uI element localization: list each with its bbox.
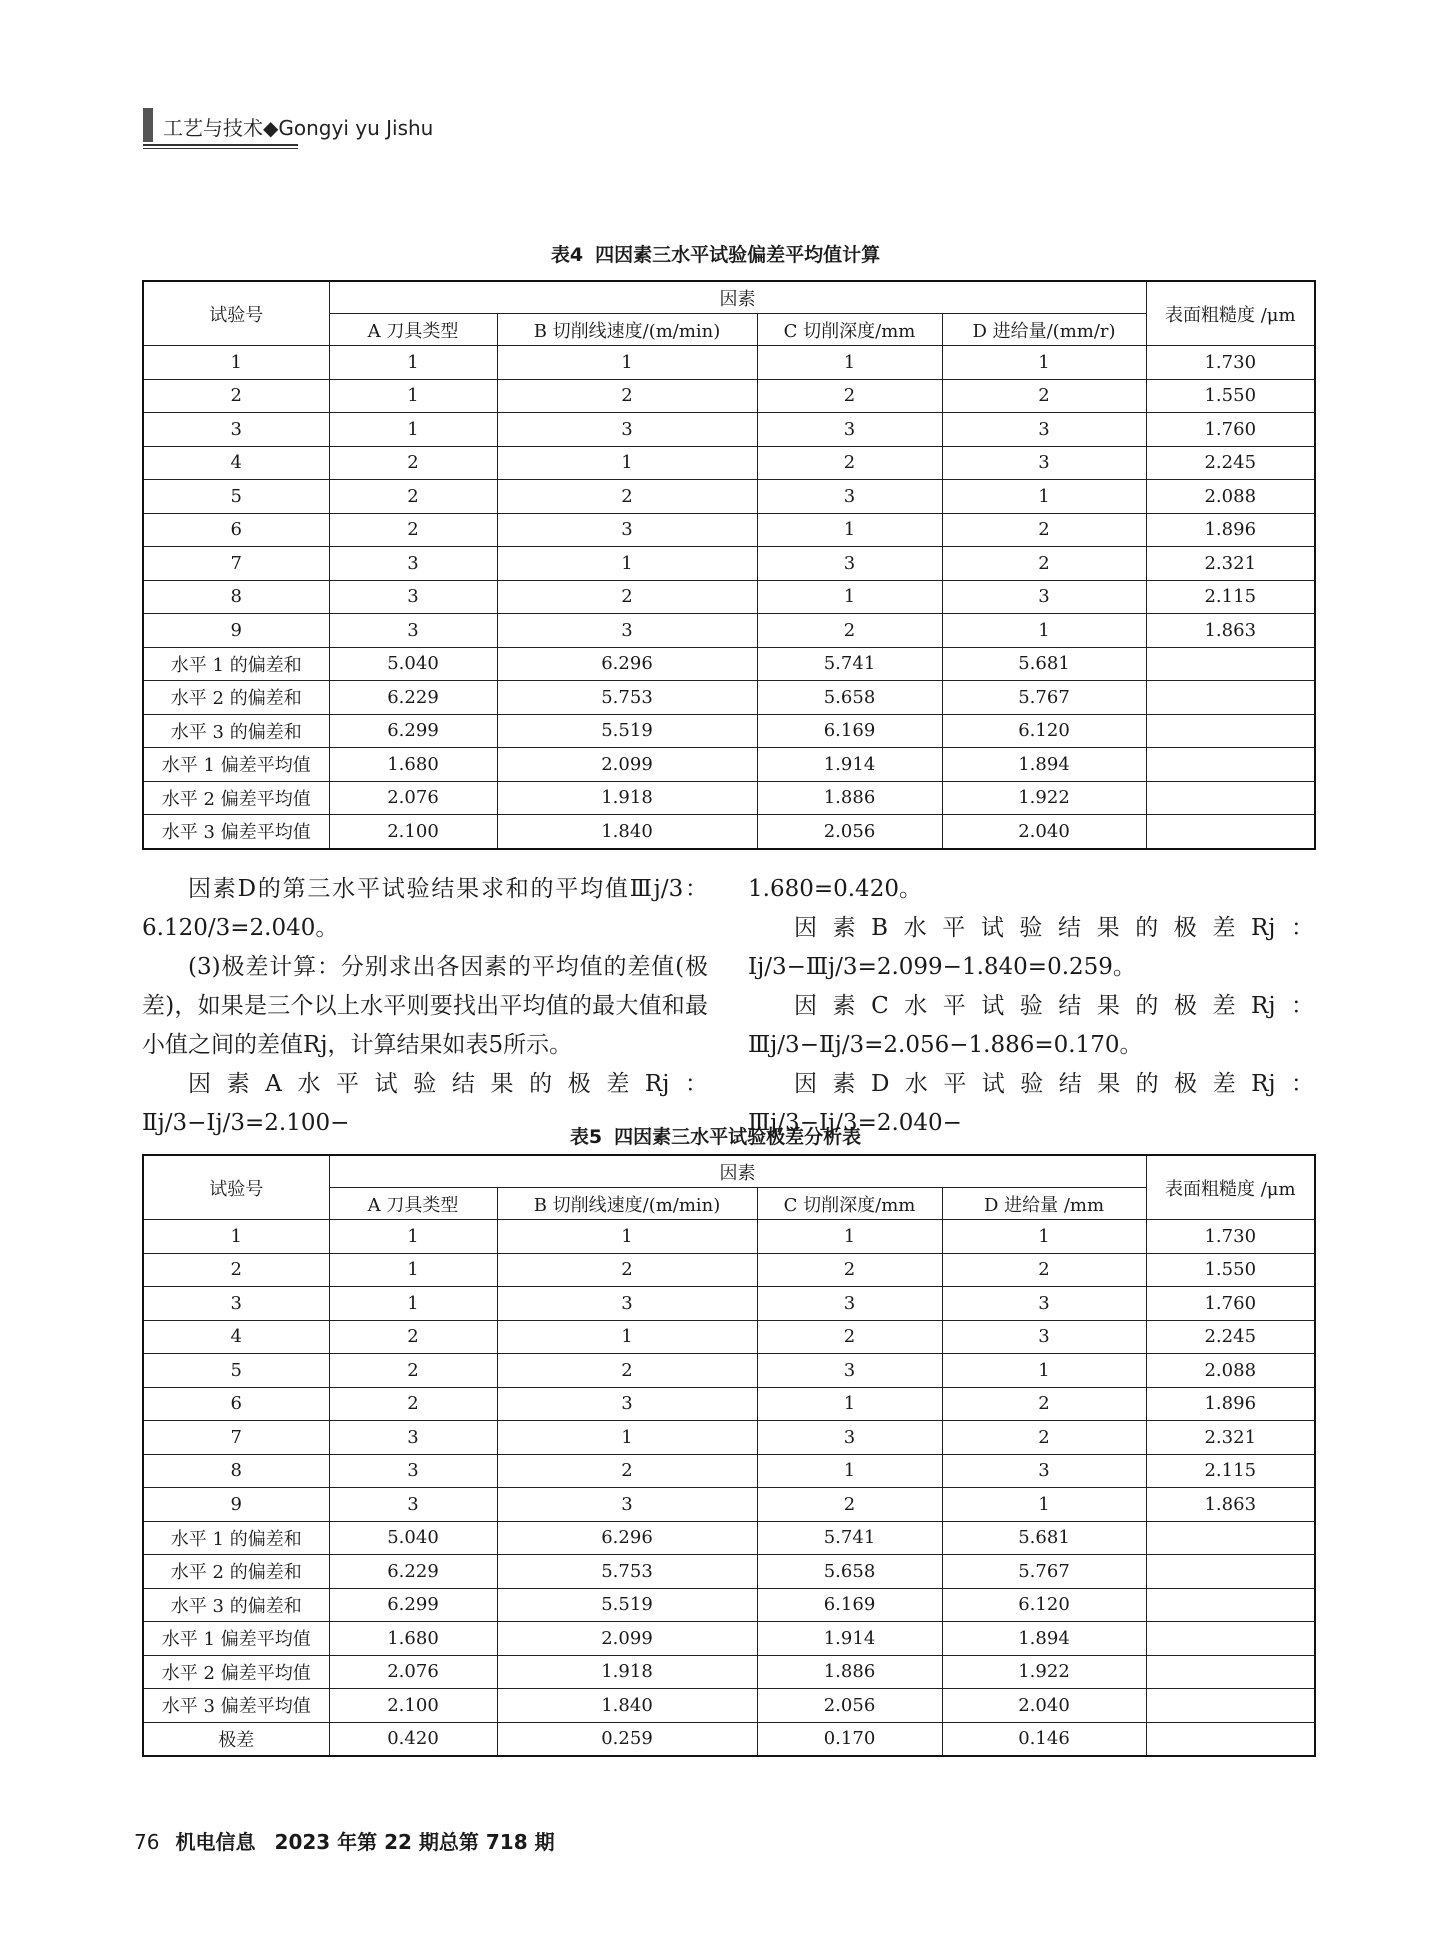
table-cell: 1.680 bbox=[329, 1622, 497, 1656]
table-cell: 3 bbox=[757, 1287, 942, 1321]
table-cell: 2.076 bbox=[329, 1655, 497, 1689]
table-cell: 5.741 bbox=[757, 1521, 942, 1555]
table-cell: 2.321 bbox=[1146, 1421, 1315, 1455]
table-cell: 3 bbox=[497, 513, 757, 547]
table-cell: 0.146 bbox=[942, 1722, 1146, 1756]
table-cell: 3 bbox=[329, 1421, 497, 1455]
table5-caption bbox=[0, 1122, 1431, 1149]
table5-factor-a: A 刀具类型 bbox=[329, 1188, 497, 1220]
table-cell: 2.099 bbox=[497, 1622, 757, 1656]
table-cell: 1.886 bbox=[757, 781, 942, 815]
table-cell: 2.100 bbox=[329, 815, 497, 849]
table-cell: 5.767 bbox=[942, 1555, 1146, 1589]
table-cell: 2 bbox=[757, 614, 942, 648]
table-cell: 1 bbox=[143, 1220, 329, 1254]
table-cell: 2 bbox=[497, 379, 757, 413]
table-cell: 1 bbox=[942, 1354, 1146, 1388]
table-cell bbox=[1146, 1555, 1315, 1589]
table-cell: 水平 2 偏差平均值 bbox=[143, 1655, 329, 1689]
table-cell: 1 bbox=[757, 1387, 942, 1421]
table-cell: 1 bbox=[757, 580, 942, 614]
table-cell: 6.169 bbox=[757, 714, 942, 748]
table-cell: 水平 2 的偏差和 bbox=[143, 681, 329, 715]
table-cell: 2 bbox=[329, 513, 497, 547]
table-cell bbox=[1146, 1521, 1315, 1555]
table-cell: 1.886 bbox=[757, 1655, 942, 1689]
table5 bbox=[142, 1154, 1316, 1757]
table-cell: 6.120 bbox=[942, 1588, 1146, 1622]
table-row bbox=[143, 1488, 1315, 1522]
table-cell: 3 bbox=[942, 1320, 1146, 1354]
table-cell: 3 bbox=[497, 1287, 757, 1321]
table-cell: 3 bbox=[942, 1454, 1146, 1488]
table-cell: 5 bbox=[143, 480, 329, 514]
table-cell: 2.040 bbox=[942, 1689, 1146, 1723]
table-cell: 3 bbox=[329, 580, 497, 614]
table-cell: 2.099 bbox=[497, 748, 757, 782]
table-row bbox=[143, 480, 1315, 514]
table-cell bbox=[1146, 1722, 1315, 1756]
table-cell: 2 bbox=[497, 1253, 757, 1287]
table-cell: 2.245 bbox=[1146, 1320, 1315, 1354]
table4-caption bbox=[0, 240, 1431, 267]
table-cell: 水平 3 偏差平均值 bbox=[143, 815, 329, 849]
table-cell: 2 bbox=[143, 1253, 329, 1287]
table-cell: 1 bbox=[757, 346, 942, 380]
table-row bbox=[143, 1722, 1315, 1756]
table-cell: 6 bbox=[143, 1387, 329, 1421]
table4 bbox=[142, 280, 1316, 850]
table-cell: 1 bbox=[497, 547, 757, 581]
table-cell: 9 bbox=[143, 614, 329, 648]
table-cell: 2.245 bbox=[1146, 446, 1315, 480]
table-cell: 5.658 bbox=[757, 681, 942, 715]
table-cell: 2 bbox=[757, 1320, 942, 1354]
table-cell: 2 bbox=[497, 1354, 757, 1388]
table-cell: 水平 1 的偏差和 bbox=[143, 647, 329, 681]
table-row bbox=[143, 781, 1315, 815]
table-cell: 3 bbox=[329, 547, 497, 581]
table-row bbox=[143, 346, 1315, 380]
table-cell: 5.753 bbox=[497, 681, 757, 715]
table-cell: 1 bbox=[757, 1220, 942, 1254]
table-cell: 5.681 bbox=[942, 1521, 1146, 1555]
table-cell: 5.519 bbox=[497, 1588, 757, 1622]
table-cell: 6.169 bbox=[757, 1588, 942, 1622]
table-cell: 1.922 bbox=[942, 1655, 1146, 1689]
table-cell: 1.918 bbox=[497, 1655, 757, 1689]
table-row bbox=[143, 547, 1315, 581]
table4-factor-a: A 刀具类型 bbox=[329, 314, 497, 346]
table-row bbox=[143, 379, 1315, 413]
table-cell: 5.040 bbox=[329, 647, 497, 681]
table-row bbox=[143, 580, 1315, 614]
table-cell: 2 bbox=[329, 1320, 497, 1354]
table-cell: 2 bbox=[329, 480, 497, 514]
table-cell: 5.658 bbox=[757, 1555, 942, 1589]
table4-factor-c: C 切削深度/mm bbox=[757, 314, 942, 346]
table-row bbox=[143, 1320, 1315, 1354]
table-cell bbox=[1146, 815, 1315, 849]
table5-title: 四因素三水平试验极差分析表 bbox=[614, 1126, 862, 1148]
table-cell: 2 bbox=[329, 446, 497, 480]
table-cell: 水平 3 的偏差和 bbox=[143, 714, 329, 748]
table-cell: 2 bbox=[143, 379, 329, 413]
table-cell: 6.296 bbox=[497, 1521, 757, 1555]
table-cell: 1 bbox=[942, 346, 1146, 380]
table-cell: 1 bbox=[329, 413, 497, 447]
table-cell: 5 bbox=[143, 1354, 329, 1388]
table4-header-trial: 试验号 bbox=[143, 281, 329, 346]
table-cell bbox=[1146, 714, 1315, 748]
table4-label: 表4 bbox=[550, 244, 584, 266]
table-cell: 1.550 bbox=[1146, 1253, 1315, 1287]
table-row bbox=[143, 1521, 1315, 1555]
table-cell: 3 bbox=[942, 413, 1146, 447]
table-cell: 6.229 bbox=[329, 681, 497, 715]
table-cell: 5.040 bbox=[329, 1521, 497, 1555]
page-number: 76 bbox=[134, 1830, 160, 1854]
paragraph: 因素B水平试验结果的极差Rj：Ⅰj/3−Ⅲj/3=2.099−1.840=0.259。 bbox=[748, 915, 1314, 980]
paragraph: 因素D的第三水平试验结果求和的平均值Ⅲj/3：6.120/3=2.040。 bbox=[142, 876, 708, 941]
table-cell: 2 bbox=[757, 446, 942, 480]
table-cell: 1 bbox=[942, 1220, 1146, 1254]
table4-factor-d: D 进给量/(mm/r) bbox=[942, 314, 1146, 346]
table-row bbox=[143, 1655, 1315, 1689]
table-row bbox=[143, 1588, 1315, 1622]
table-cell: 3 bbox=[497, 413, 757, 447]
table-cell: 1 bbox=[757, 513, 942, 547]
table-row bbox=[143, 614, 1315, 648]
table-cell bbox=[1146, 1655, 1315, 1689]
table-cell: 1 bbox=[497, 346, 757, 380]
table-cell: 1.894 bbox=[942, 1622, 1146, 1656]
table-row bbox=[143, 1454, 1315, 1488]
table-cell: 2 bbox=[757, 1488, 942, 1522]
table-cell: 1.896 bbox=[1146, 513, 1315, 547]
table-row bbox=[143, 1287, 1315, 1321]
table-cell: 1 bbox=[329, 1220, 497, 1254]
table-row bbox=[143, 413, 1315, 447]
header-pinyin: Gongyi yu Jishu bbox=[278, 116, 434, 140]
table-cell: 5.741 bbox=[757, 647, 942, 681]
table-cell: 1.840 bbox=[497, 1689, 757, 1723]
table-cell: 6.229 bbox=[329, 1555, 497, 1589]
table-cell: 2.115 bbox=[1146, 1454, 1315, 1488]
table-cell: 3 bbox=[329, 1454, 497, 1488]
table-cell bbox=[1146, 781, 1315, 815]
table-row bbox=[143, 1689, 1315, 1723]
table4-factor-b: B 切削线速度/(m/min) bbox=[497, 314, 757, 346]
table5-factor-d: D 进给量 /mm bbox=[942, 1188, 1146, 1220]
table-cell bbox=[1146, 681, 1315, 715]
table-cell: 水平 1 的偏差和 bbox=[143, 1521, 329, 1555]
table-cell: 1 bbox=[757, 1454, 942, 1488]
table-row bbox=[143, 513, 1315, 547]
table-cell: 8 bbox=[143, 580, 329, 614]
table-cell: 6 bbox=[143, 513, 329, 547]
table4-header-result: 表面粗糙度 /μm bbox=[1146, 281, 1315, 346]
table-cell: 1.914 bbox=[757, 748, 942, 782]
table-cell: 1.914 bbox=[757, 1622, 942, 1656]
table-cell: 4 bbox=[143, 446, 329, 480]
paragraph: 因素A水平试验结果的极差Rj：Ⅱj/3−Ⅰj/3=2.100− bbox=[142, 1071, 708, 1136]
table-row bbox=[143, 1622, 1315, 1656]
table-cell: 4 bbox=[143, 1320, 329, 1354]
table-cell: 2.056 bbox=[757, 815, 942, 849]
paragraph: (3)极差计算：分别求出各因素的平均值的差值(极差)，如果是三个以上水平则要找出平均值的最大值和最小值之间的差值Rj，计算结果如表5所示。 bbox=[142, 954, 708, 1058]
table-cell: 2.088 bbox=[1146, 480, 1315, 514]
table-cell: 2 bbox=[942, 513, 1146, 547]
table-row bbox=[143, 647, 1315, 681]
table-cell: 1 bbox=[497, 1220, 757, 1254]
header-text bbox=[163, 112, 433, 141]
table-cell: 1.918 bbox=[497, 781, 757, 815]
table-cell: 1.896 bbox=[1146, 1387, 1315, 1421]
table-cell: 1.680 bbox=[329, 748, 497, 782]
table-cell: 2.056 bbox=[757, 1689, 942, 1723]
body-text-left bbox=[142, 870, 708, 1143]
table-cell: 1.840 bbox=[497, 815, 757, 849]
table-cell: 1.894 bbox=[942, 748, 1146, 782]
table-cell: 3 bbox=[942, 446, 1146, 480]
table-cell: 水平 2 偏差平均值 bbox=[143, 781, 329, 815]
paragraph: 因素D水平试验结果的极差Rj：Ⅲj/3−Ⅰj/3=2.040− bbox=[748, 1071, 1314, 1136]
header-section: 工艺与技术 bbox=[163, 116, 263, 140]
table-cell: 2.040 bbox=[942, 815, 1146, 849]
table5-header-factors: 因素 bbox=[329, 1155, 1146, 1188]
table-cell: 1.863 bbox=[1146, 1488, 1315, 1522]
table-cell: 3 bbox=[757, 413, 942, 447]
table-cell: 1 bbox=[143, 346, 329, 380]
table-cell: 2.076 bbox=[329, 781, 497, 815]
table-cell: 6.120 bbox=[942, 714, 1146, 748]
table-cell: 2 bbox=[329, 1387, 497, 1421]
table-cell: 2 bbox=[942, 1387, 1146, 1421]
table-cell: 1.730 bbox=[1146, 346, 1315, 380]
table-cell: 3 bbox=[757, 1421, 942, 1455]
table-cell: 3 bbox=[143, 1287, 329, 1321]
table-cell: 1 bbox=[329, 1287, 497, 1321]
journal-name: 机电信息 bbox=[175, 1830, 256, 1854]
table-cell: 2 bbox=[497, 580, 757, 614]
table-cell bbox=[1146, 1622, 1315, 1656]
table-cell: 水平 3 偏差平均值 bbox=[143, 1689, 329, 1723]
table-cell bbox=[1146, 1689, 1315, 1723]
table-cell: 水平 1 偏差平均值 bbox=[143, 748, 329, 782]
table-cell: 2 bbox=[497, 480, 757, 514]
table-cell: 3 bbox=[497, 1387, 757, 1421]
table-cell: 8 bbox=[143, 1454, 329, 1488]
table-row bbox=[143, 1253, 1315, 1287]
table4-header-factors: 因素 bbox=[329, 281, 1146, 314]
table-cell: 2.100 bbox=[329, 1689, 497, 1723]
table-cell: 3 bbox=[757, 547, 942, 581]
table-row bbox=[143, 1387, 1315, 1421]
table-cell: 1 bbox=[497, 1320, 757, 1354]
table-row bbox=[143, 714, 1315, 748]
table-cell: 2 bbox=[757, 379, 942, 413]
diamond-icon: ◆ bbox=[263, 116, 279, 140]
table-cell: 1.550 bbox=[1146, 379, 1315, 413]
table-cell: 1 bbox=[942, 480, 1146, 514]
table-cell: 1 bbox=[942, 1488, 1146, 1522]
table-cell: 1 bbox=[497, 446, 757, 480]
table-cell: 3 bbox=[757, 1354, 942, 1388]
table-cell: 6.299 bbox=[329, 714, 497, 748]
table-row bbox=[143, 681, 1315, 715]
table-cell: 0.259 bbox=[497, 1722, 757, 1756]
table-row bbox=[143, 1354, 1315, 1388]
table-cell: 2.321 bbox=[1146, 547, 1315, 581]
table-cell: 3 bbox=[942, 1287, 1146, 1321]
paragraph: 因素C水平试验结果的极差Rj：Ⅲj/3−Ⅱj/3=2.056−1.886=0.170。 bbox=[748, 993, 1314, 1058]
table-cell: 9 bbox=[143, 1488, 329, 1522]
table-cell: 水平 2 的偏差和 bbox=[143, 1555, 329, 1589]
table-row bbox=[143, 446, 1315, 480]
header-rule bbox=[143, 144, 298, 146]
table-cell: 2.088 bbox=[1146, 1354, 1315, 1388]
page-footer bbox=[134, 1826, 555, 1855]
header-bar bbox=[143, 108, 153, 142]
table-cell: 水平 3 的偏差和 bbox=[143, 1588, 329, 1622]
table4-title: 四因素三水平试验偏差平均值计算 bbox=[595, 244, 881, 266]
table-cell bbox=[1146, 1588, 1315, 1622]
table-cell: 0.420 bbox=[329, 1722, 497, 1756]
table-cell: 1.863 bbox=[1146, 614, 1315, 648]
table-cell: 2 bbox=[942, 1253, 1146, 1287]
table-row bbox=[143, 1555, 1315, 1589]
table-cell: 2 bbox=[942, 1421, 1146, 1455]
table-cell: 2 bbox=[497, 1454, 757, 1488]
table-cell: 7 bbox=[143, 1421, 329, 1455]
table-cell: 3 bbox=[497, 614, 757, 648]
table5-header-trial: 试验号 bbox=[143, 1155, 329, 1220]
table5-factor-c: C 切削深度/mm bbox=[757, 1188, 942, 1220]
table-row bbox=[143, 1220, 1315, 1254]
table5-label: 表5 bbox=[569, 1126, 603, 1148]
table-cell bbox=[1146, 647, 1315, 681]
header-rule-thin bbox=[143, 148, 298, 149]
paragraph: 1.680=0.420。 bbox=[748, 876, 922, 902]
table-cell: 6.296 bbox=[497, 647, 757, 681]
table-cell: 3 bbox=[329, 1488, 497, 1522]
table-cell: 1.760 bbox=[1146, 1287, 1315, 1321]
table-cell: 2.115 bbox=[1146, 580, 1315, 614]
table-cell: 2 bbox=[942, 547, 1146, 581]
table-cell: 0.170 bbox=[757, 1722, 942, 1756]
table-cell: 水平 1 偏差平均值 bbox=[143, 1622, 329, 1656]
table-cell: 6.299 bbox=[329, 1588, 497, 1622]
table-cell: 2 bbox=[329, 1354, 497, 1388]
table-cell: 3 bbox=[497, 1488, 757, 1522]
table-cell: 7 bbox=[143, 547, 329, 581]
table-cell: 3 bbox=[143, 413, 329, 447]
issue-info: 2023 年第 22 期总第 718 期 bbox=[274, 1830, 555, 1854]
table-cell: 1 bbox=[329, 379, 497, 413]
table-cell: 2 bbox=[942, 379, 1146, 413]
table-row bbox=[143, 748, 1315, 782]
table-cell bbox=[1146, 748, 1315, 782]
table-cell: 1.922 bbox=[942, 781, 1146, 815]
table-row bbox=[143, 1421, 1315, 1455]
table-cell: 5.767 bbox=[942, 681, 1146, 715]
table-cell: 5.681 bbox=[942, 647, 1146, 681]
table-cell: 3 bbox=[329, 614, 497, 648]
table-cell: 1.760 bbox=[1146, 413, 1315, 447]
table-cell: 5.753 bbox=[497, 1555, 757, 1589]
table-cell: 5.519 bbox=[497, 714, 757, 748]
table-cell: 2 bbox=[757, 1253, 942, 1287]
table-cell: 1 bbox=[329, 346, 497, 380]
body-text-right bbox=[748, 870, 1314, 1143]
table-cell: 1.730 bbox=[1146, 1220, 1315, 1254]
table-cell: 3 bbox=[942, 580, 1146, 614]
table-cell: 1 bbox=[497, 1421, 757, 1455]
table5-factor-b: B 切削线速度/(m/min) bbox=[497, 1188, 757, 1220]
table-cell: 1 bbox=[942, 614, 1146, 648]
table-row bbox=[143, 815, 1315, 849]
table-cell: 极差 bbox=[143, 1722, 329, 1756]
table-cell: 1 bbox=[329, 1253, 497, 1287]
table5-header-result: 表面粗糙度 /μm bbox=[1146, 1155, 1315, 1220]
table-cell: 3 bbox=[757, 480, 942, 514]
